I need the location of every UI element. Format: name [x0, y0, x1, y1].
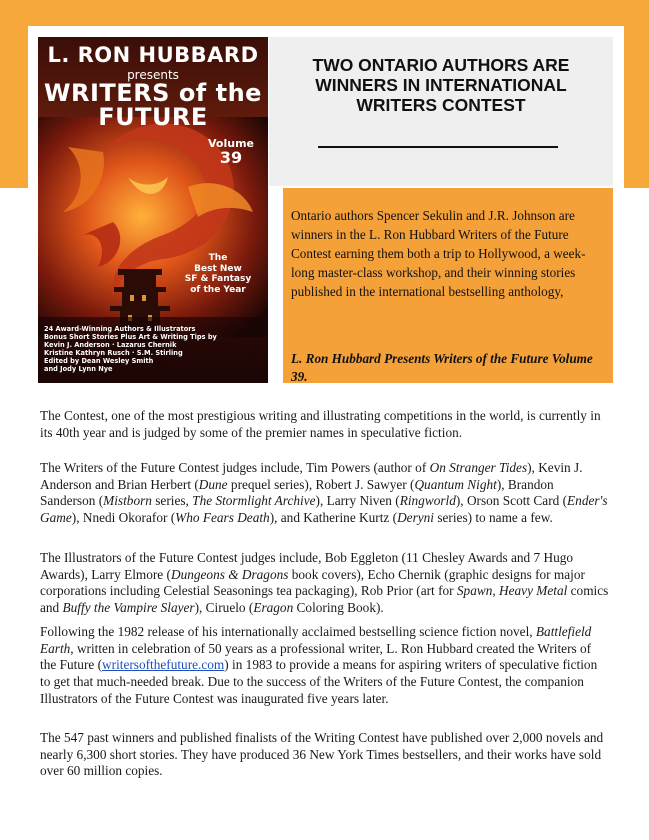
cover-title-writers: WRITERS of the [44, 79, 262, 107]
cover-volume-label: Volume [208, 137, 254, 150]
text-run: prequel series), Robert J. Sawyer ( [227, 476, 415, 492]
book-title: Quantum Night [414, 476, 497, 492]
paragraph-illustrator-judges [40, 550, 610, 617]
cover-credits [44, 325, 264, 373]
text-run: ) in 1983 to provide a means for aspiring writers of speculative fiction to get that much-needed break. Due to the success of the Writers of the Future Contest, the companion Illustrators of the Future Contest was inaugurated five years later. [40, 657, 598, 706]
book-title: Buffy the Vampire Slayer [62, 600, 195, 616]
text-run: The Writers of the Future Contest judges include, Tim Powers (author of [40, 460, 430, 475]
text-run: ), Kevin J. Anderson and Brian Herbert ( [40, 460, 583, 492]
cover-volume [208, 137, 254, 165]
website-link[interactable]: writersofthefuture.com [102, 657, 225, 673]
book-title: Dune [198, 476, 228, 492]
book-title: Battlefield Earth [40, 624, 592, 656]
text-run: ), Brandon Sanderson ( [40, 476, 554, 509]
cover-author-title: L. RON HUBBARD [47, 43, 259, 67]
cover-tagline-1: The [208, 253, 228, 263]
cover-credit-line: Edited by Dean Wesley Smith [44, 357, 154, 365]
text-run: , written in celebration of 50 years as a professional writer, L. Ron Hubbard created the Writers of the Future ( [40, 640, 592, 673]
cover-credit-line: 24 Award-Winning Authors & Illustrators [44, 325, 196, 333]
book-title: Ender's Game [40, 493, 608, 526]
book-title: On Stranger Tides [429, 460, 528, 475]
book-title: Ringworld [399, 493, 456, 509]
cover-tagline-4: of the Year [190, 284, 246, 295]
book-title: The Stormlight Archive [192, 493, 316, 509]
headline-divider [318, 146, 558, 148]
text-run: Coloring Book). [293, 600, 384, 616]
cover-title-future: FUTURE [98, 103, 208, 131]
cover-credit-line: and Jody Lynn Nye [44, 365, 113, 373]
text-run: ), Nnedi Okorafor ( [71, 510, 176, 526]
text-run: ), and Katherine Kurtz ( [269, 510, 398, 526]
book-title: Spawn, Heavy Metal [456, 583, 568, 599]
book-title: Deryni [397, 510, 435, 526]
cover-credit-line: Kevin J. Anderson · Lazarus Chernik [44, 341, 177, 349]
paragraph-statistics: The 547 past winners and published finalists of the Writing Contest have published over 2,000 novels and nearly 6,300 short stories. They have produced 36 New York Times bestsellers, and their works have sold over 60 million copies. [40, 730, 604, 779]
page-headline: TWO ONTARIO AUTHORS ARE WINNERS IN INTERNATIONAL WRITERS CONTEST [312, 55, 570, 115]
paragraph-history [40, 624, 610, 708]
text-run: The Illustrators of the Future Contest judges include, Bob Eggleton (11 Chesley Awards and 7 Hugo Awards), Larry Elmore ( [40, 550, 574, 582]
text-run: ), Ciruelo ( [194, 600, 254, 616]
cover-volume-number: 39 [219, 148, 243, 167]
text-run: series, [151, 493, 193, 509]
book-title: Dungeons & Dragons [170, 566, 289, 582]
paragraph-writing-judges [40, 460, 610, 527]
cover-tagline-2: Best New [194, 263, 242, 274]
text-run: ), Larry Niven ( [315, 493, 400, 509]
cover-credit-line: Kristine Kathryn Rusch · S.M. Stirling [44, 349, 183, 357]
text-run: book covers), Echo Chernik (graphic designs for major corporations including Celestial Seasonings tea packaging), Rob Prior (art for [40, 566, 585, 599]
text-run: series) to name a few. [434, 510, 553, 526]
book-title: Eragon [253, 600, 294, 616]
text-run: ), Orson Scott Card ( [455, 493, 568, 509]
book-title: Who Fears Death [175, 510, 270, 526]
text-run: comics and [40, 583, 609, 616]
intro-paragraph: Ontario authors Spencer Sekulin and J.R. Johnson are winners in the L. Ron Hubbard Writers of the Future Contest earning them both a trip to Hollywood, a week-long master-class workshop, and their winning stories published in the international bestselling anthology, [291, 208, 586, 299]
cover-tagline-3: SF & Fantasy [184, 274, 252, 284]
anthology-title: L. Ron Hubbard Presents Writers of the Future Volume 39. [291, 351, 593, 384]
text-run: Following the 1982 release of his internationally acclaimed bestselling science fiction novel, [40, 624, 536, 639]
cover-tagline [178, 253, 258, 295]
cover-presents: presents [127, 68, 179, 82]
book-cover-image [38, 37, 268, 383]
book-title: Mistborn [103, 493, 152, 509]
paragraph-contest: The Contest, one of the most prestigious writing and illustrating competitions in the world, is currently in its 40th year and is judged by some of the premier names in speculative fiction. [40, 408, 601, 440]
cover-credit-line: Bonus Short Stories Plus Art & Writing Tips by [44, 333, 217, 341]
